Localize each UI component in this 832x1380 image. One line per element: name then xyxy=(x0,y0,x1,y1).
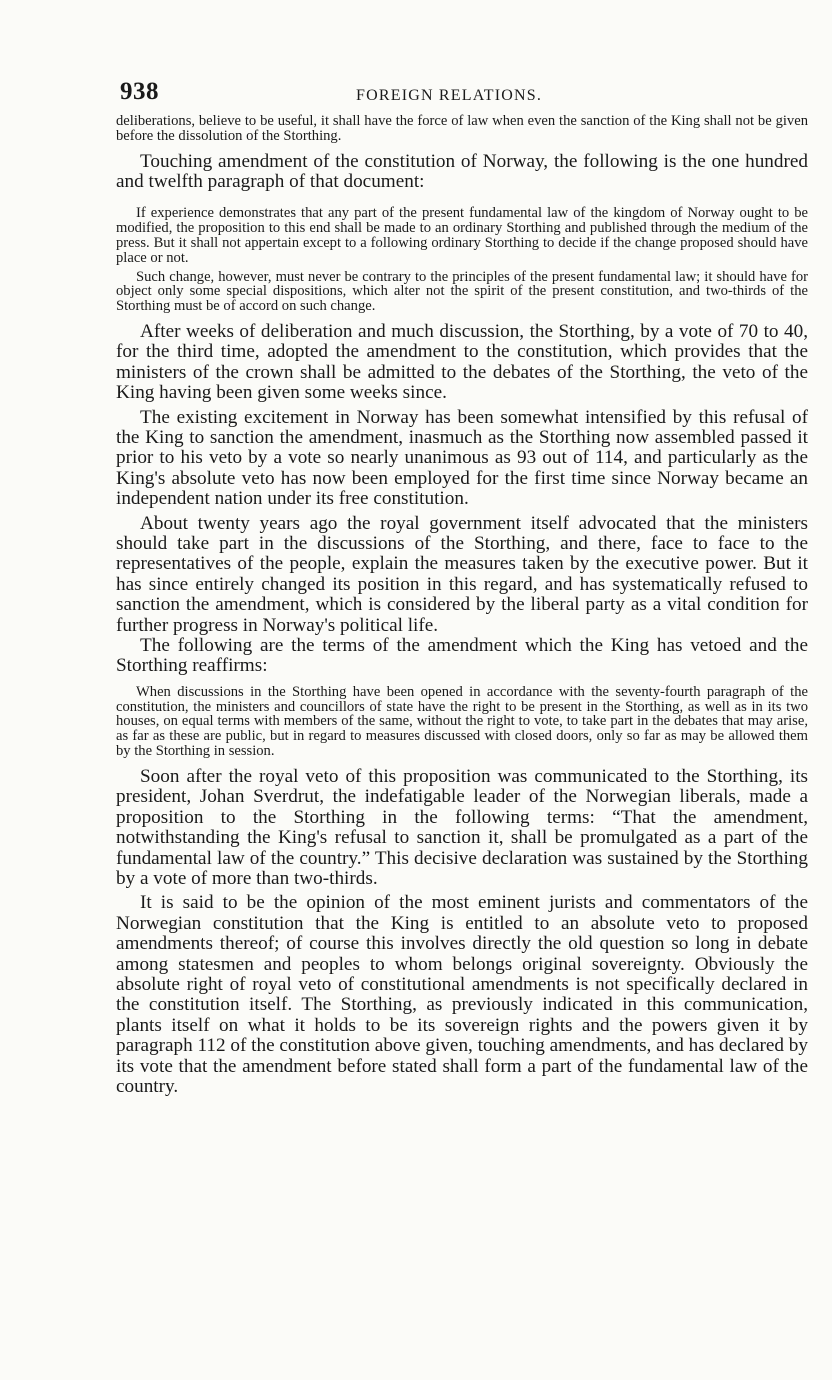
body-paragraph: It is said to be the opinion of the most eminent jurists and commentators of the Norwegian constitution that the King is entitled to an absolute veto to proposed amendments thereof; of course this involves directly the old question so long in debate among statesmen and peoples to whom belongs original sovereignty. Obviously the absolute right of royal veto of constitutional amendments is not specifically declared in the constitution itself. The Storthing, as previously indicated in this communication, plants itself on what it holds to be its sovereign rights and the powers given it by paragraph 112 of the constitution above given, touching amendments, and has declared by its vote that the amendment before stated shall form a part of the fundamental law of the country. xyxy=(116,892,808,1097)
document-page xyxy=(116,78,808,1097)
body-paragraph: Soon after the royal veto of this proposition was communicated to the Storthing, its president, Johan Sverdrut, the indefatigable leader of the Norwegian liberals, made a proposition to the Storthing in the following terms: “That the amendment, notwithstanding the King's refusal to sanction it, shall be promulgated as a part of the fundamental law of the country.” This decisive declaration was sustained by the Storthing by a vote of more than two-thirds. xyxy=(116,765,808,889)
body-paragraph: About twenty years ago the royal government itself advocated that the ministers should take part in the discussions of the Storthing, and there, face to face to the representatives of the people, explain the measures taken by the executive power. But it has since entirely changed its position in this regard, and has systematically refused to sanction the amendment, which is considered by the liberal party as a vital condition for further progress in Norway's political life. xyxy=(116,512,808,636)
continued-paragraph: deliberations, believe to be useful, it shall have the force of law when even the sanction of the King shall not be given before the dissolution of the Storthing. xyxy=(116,113,808,144)
quoted-paragraph: If experience demonstrates that any part of the present fundamental law of the kingdom of Norway ought to be modified, the proposition to this end shall be made to an ordinary Storthing and published through the medium of the press. But it shall not appertain except to a following ordinary Storthing to decide if the change proposed should have place or not. xyxy=(116,205,808,266)
body-paragraph: The existing excitement in Norway has been somewhat intensified by this refusal of the King to sanction the amendment, inasmuch as the Storthing now assembled passed it prior to his veto by a vote so nearly unanimous as 93 out of 114, and particularly as the King's absolute veto has now been employed for the first time since Norway became an independent nation under its free constitution. xyxy=(116,406,808,510)
quoted-paragraph: Such change, however, must never be contrary to the principles of the present fundamental law; it should have for object only some special dispositions, which alter not the spirit of the present constitution, and two-thirds of the Storthing must be of accord on such change. xyxy=(116,268,808,315)
page-number: 938 xyxy=(120,78,159,105)
quoted-paragraph: When discussions in the Storthing have been opened in accordance with the seventy-fourth paragraph of the constitution, the ministers and councillors of state have the right to be present in the Storthing, as well as in its two houses, on equal terms with members of the same, without the right to vote, to take part in the debates that may arise, as far as these are public, but in regard to measures discussed with closed doors, only so far as may be allowed them by the Storthing in session. xyxy=(116,683,808,760)
body-paragraph: After weeks of deliberation and much discussion, the Storthing, by a vote of 70 to 40, for the third time, adopted the amendment to the constitution, which provides that the ministers of the crown shall be admitted to the debates of the Storthing, the veto of the King having been given some weeks since. xyxy=(116,320,808,404)
body-paragraph: The following are the terms of the amendment which the King has vetoed and the Storthing reaffirms: xyxy=(116,635,808,677)
running-head: FOREIGN RELATIONS. xyxy=(356,87,543,104)
body-paragraph: Touching amendment of the constitution of Norway, the following is the one hundred and twelfth paragraph of that document: xyxy=(116,150,808,192)
page-header xyxy=(116,78,808,114)
